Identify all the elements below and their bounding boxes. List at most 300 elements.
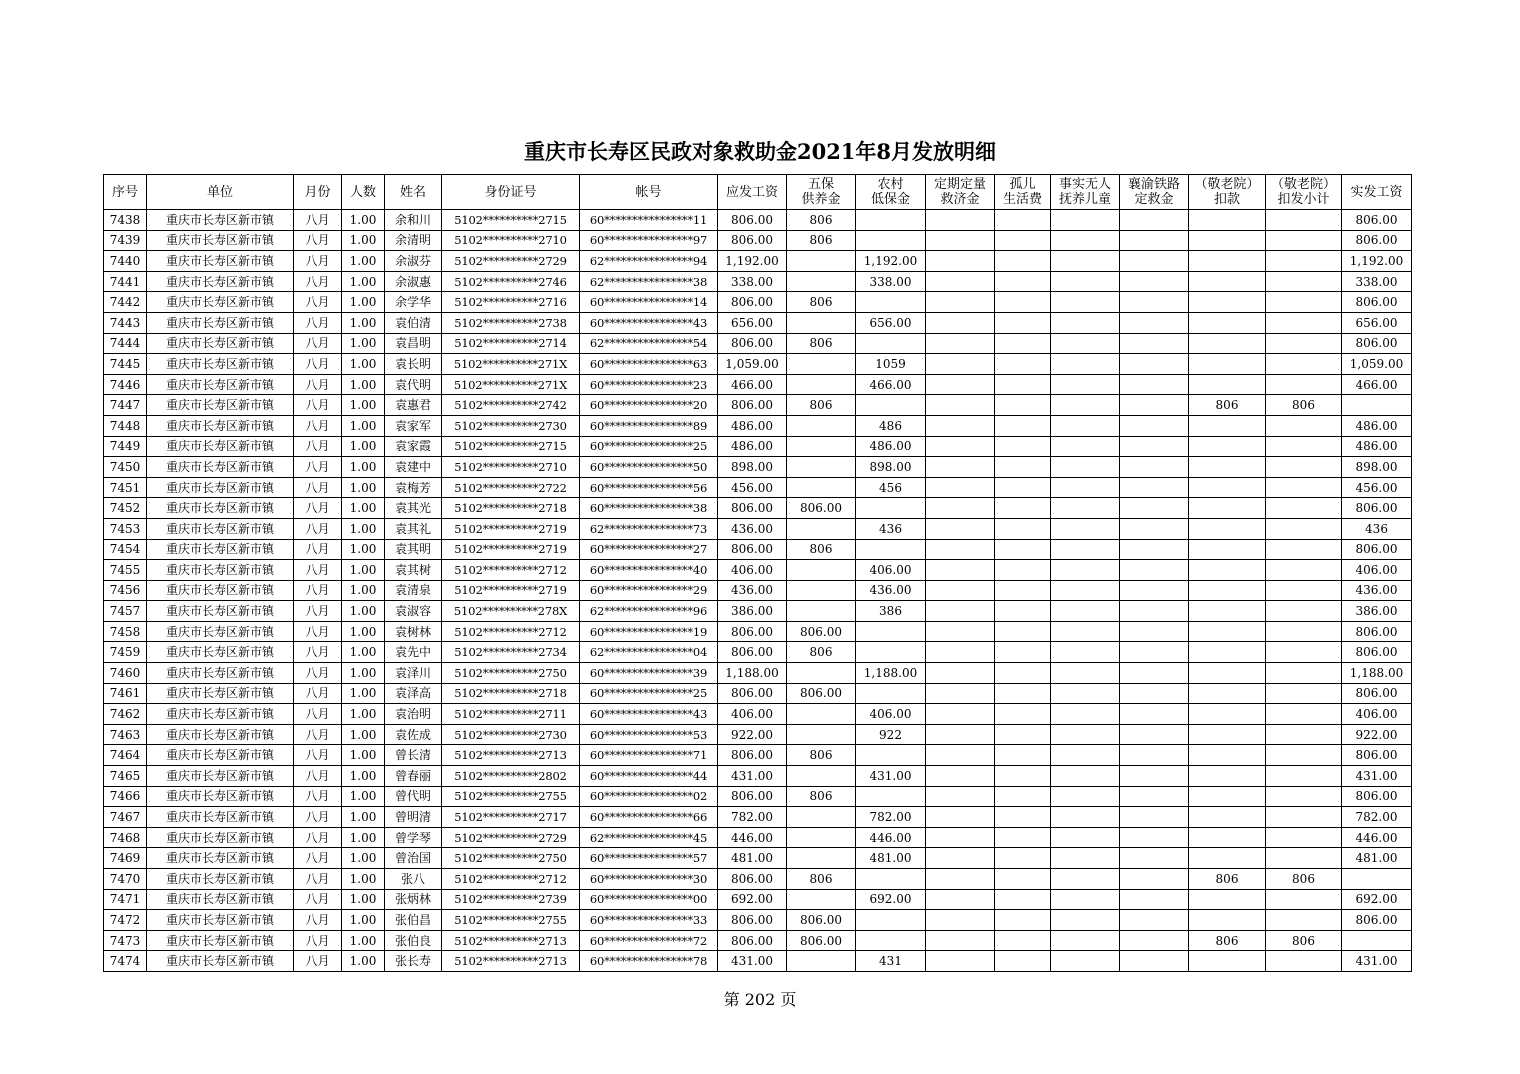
cell-unit: 重庆市长寿区新市镇 [147,642,294,663]
cell-dibao: 466.00 [856,374,926,395]
cell-seq: 7448 [104,415,147,436]
cell-account: 60****************78 [580,951,718,972]
cell-wubao: 806 [787,333,856,354]
cell-jly-subtotal [1266,848,1342,869]
header-guer-line2: 生活费 [1002,192,1042,207]
cell-dingqi [926,560,995,581]
cell-shishi [1051,889,1120,910]
cell-name: 袁佐成 [385,724,442,745]
cell-dingqi [926,518,995,539]
cell-jly-subtotal [1266,827,1342,848]
cell-guer [995,621,1051,642]
cell-seq: 7465 [104,766,147,787]
cell-id: 5102**********2750 [442,848,580,869]
cell-month: 八月 [294,663,342,684]
cell-jly-deduct [1189,539,1266,560]
cell-seq: 7447 [104,395,147,416]
cell-name: 袁其树 [385,560,442,581]
cell-wubao [787,807,856,828]
cell-seq: 7464 [104,745,147,766]
cell-account: 60****************02 [580,786,718,807]
cell-month: 八月 [294,910,342,931]
cell-payable: 466.00 [718,374,787,395]
header-dingqi [926,175,995,210]
cell-dibao [856,683,926,704]
cell-month: 八月 [294,560,342,581]
cell-actual: 806.00 [1342,745,1412,766]
cell-dibao [856,930,926,951]
cell-count: 1.00 [342,477,385,498]
header-dingqi-line1: 定期定量 [933,177,986,192]
cell-actual: 431.00 [1342,951,1412,972]
header-month-line1: 月份 [304,184,331,200]
cell-seq: 7463 [104,724,147,745]
header-shishi-line1: 事实无人 [1058,177,1111,192]
cell-actual: 806.00 [1342,621,1412,642]
cell-jly-subtotal [1266,312,1342,333]
cell-xiangyu [1120,518,1189,539]
cell-xiangyu [1120,827,1189,848]
cell-dibao [856,395,926,416]
cell-seq: 7449 [104,436,147,457]
cell-shishi [1051,560,1120,581]
cell-month: 八月 [294,230,342,251]
cell-unit: 重庆市长寿区新市镇 [147,704,294,725]
cell-wubao [787,457,856,478]
cell-jly-deduct [1189,766,1266,787]
cell-jly-deduct: 806 [1189,395,1266,416]
cell-shishi [1051,766,1120,787]
cell-dingqi [926,230,995,251]
table-row [104,786,1412,807]
cell-jly-subtotal [1266,766,1342,787]
cell-dingqi [926,642,995,663]
cell-jly-subtotal [1266,354,1342,375]
cell-count: 1.00 [342,621,385,642]
cell-unit: 重庆市长寿区新市镇 [147,251,294,272]
cell-account: 60****************57 [580,848,718,869]
cell-xiangyu [1120,580,1189,601]
cell-payable: 386.00 [718,601,787,622]
cell-jly-deduct [1189,848,1266,869]
table-row [104,230,1412,251]
cell-month: 八月 [294,415,342,436]
header-unit [147,175,294,210]
cell-jly-subtotal: 806 [1266,930,1342,951]
cell-jly-deduct [1189,498,1266,519]
cell-payable: 806.00 [718,395,787,416]
cell-dingqi [926,704,995,725]
cell-payable: 456.00 [718,477,787,498]
cell-id: 5102**********2712 [442,560,580,581]
cell-count: 1.00 [342,518,385,539]
cell-name: 余和川 [385,210,442,231]
table-row [104,539,1412,560]
cell-dibao: 481.00 [856,848,926,869]
cell-payable: 806.00 [718,930,787,951]
cell-actual: 782.00 [1342,807,1412,828]
cell-count: 1.00 [342,910,385,931]
cell-xiangyu [1120,230,1189,251]
cell-shishi [1051,621,1120,642]
cell-xiangyu [1120,271,1189,292]
cell-month: 八月 [294,930,342,951]
cell-wubao [787,724,856,745]
table-row [104,580,1412,601]
cell-xiangyu [1120,745,1189,766]
cell-xiangyu [1120,848,1189,869]
cell-wubao: 806 [787,642,856,663]
header-jly-deduct-line1: （敬老院） [1194,177,1260,192]
header-actual-line1: 实发工资 [1350,184,1403,200]
cell-guer [995,601,1051,622]
cell-guer [995,477,1051,498]
header-actual [1342,175,1412,210]
cell-month: 八月 [294,745,342,766]
cell-count: 1.00 [342,415,385,436]
cell-dingqi [926,663,995,684]
cell-id: 5102**********2719 [442,580,580,601]
cell-month: 八月 [294,621,342,642]
cell-count: 1.00 [342,601,385,622]
cell-shishi [1051,601,1120,622]
cell-actual: 806.00 [1342,683,1412,704]
cell-account: 60****************14 [580,292,718,313]
cell-id: 5102**********2713 [442,951,580,972]
cell-unit: 重庆市长寿区新市镇 [147,766,294,787]
cell-jly-subtotal [1266,580,1342,601]
cell-name: 曾明清 [385,807,442,828]
cell-dibao: 456 [856,477,926,498]
table-row [104,271,1412,292]
header-guer-line1: 孤儿 [1009,177,1036,192]
cell-name: 袁泽川 [385,663,442,684]
cell-name: 曾学琴 [385,827,442,848]
cell-id: 5102**********2718 [442,498,580,519]
cell-name: 袁家霞 [385,436,442,457]
cell-seq: 7470 [104,869,147,890]
cell-dingqi [926,848,995,869]
cell-shishi [1051,683,1120,704]
cell-account: 60****************25 [580,683,718,704]
cell-month: 八月 [294,354,342,375]
cell-shishi [1051,477,1120,498]
relief-payment-table [103,174,1412,972]
cell-jly-subtotal [1266,539,1342,560]
cell-unit: 重庆市长寿区新市镇 [147,848,294,869]
cell-shishi [1051,333,1120,354]
cell-shishi [1051,827,1120,848]
cell-seq: 7440 [104,251,147,272]
table-row [104,457,1412,478]
cell-dingqi [926,601,995,622]
cell-guer [995,745,1051,766]
cell-wubao [787,477,856,498]
cell-wubao [787,436,856,457]
cell-name: 袁淑容 [385,601,442,622]
cell-id: 5102**********2739 [442,889,580,910]
table-row [104,930,1412,951]
cell-month: 八月 [294,786,342,807]
cell-seq: 7474 [104,951,147,972]
cell-payable: 806.00 [718,210,787,231]
cell-shishi [1051,910,1120,931]
cell-count: 1.00 [342,457,385,478]
cell-jly-subtotal [1266,457,1342,478]
cell-count: 1.00 [342,766,385,787]
cell-xiangyu [1120,457,1189,478]
header-dingqi-line2: 救济金 [940,192,980,207]
cell-seq: 7443 [104,312,147,333]
cell-dibao [856,539,926,560]
cell-payable: 806.00 [718,745,787,766]
cell-shishi [1051,724,1120,745]
cell-account: 62****************04 [580,642,718,663]
cell-xiangyu [1120,642,1189,663]
cell-xiangyu [1120,766,1189,787]
cell-month: 八月 [294,292,342,313]
cell-guer [995,827,1051,848]
cell-xiangyu [1120,910,1189,931]
cell-actual: 806.00 [1342,498,1412,519]
cell-unit: 重庆市长寿区新市镇 [147,745,294,766]
table-row [104,869,1412,890]
cell-dingqi [926,354,995,375]
cell-seq: 7471 [104,889,147,910]
cell-wubao [787,889,856,910]
cell-actual: 806.00 [1342,210,1412,231]
cell-count: 1.00 [342,745,385,766]
cell-seq: 7458 [104,621,147,642]
cell-dingqi [926,210,995,231]
cell-wubao [787,663,856,684]
cell-xiangyu [1120,415,1189,436]
cell-dibao: 486 [856,415,926,436]
cell-actual: 446.00 [1342,827,1412,848]
cell-shishi [1051,354,1120,375]
cell-jly-subtotal [1266,230,1342,251]
cell-wubao: 806 [787,210,856,231]
cell-id: 5102**********2718 [442,683,580,704]
cell-count: 1.00 [342,889,385,910]
cell-guer [995,663,1051,684]
cell-count: 1.00 [342,374,385,395]
cell-shishi [1051,848,1120,869]
cell-xiangyu [1120,889,1189,910]
header-jly-subtotal-line2: 扣发小计 [1277,192,1330,207]
cell-xiangyu [1120,560,1189,581]
cell-guer [995,539,1051,560]
cell-shishi [1051,580,1120,601]
cell-month: 八月 [294,869,342,890]
cell-wubao [787,415,856,436]
table-row [104,395,1412,416]
cell-guer [995,395,1051,416]
cell-jly-deduct [1189,724,1266,745]
cell-id: 5102**********2729 [442,251,580,272]
cell-count: 1.00 [342,951,385,972]
cell-id: 5102**********2715 [442,436,580,457]
cell-guer [995,930,1051,951]
cell-id: 5102**********2713 [442,745,580,766]
cell-name: 张炳林 [385,889,442,910]
cell-actual: 1,188.00 [1342,663,1412,684]
cell-shishi [1051,292,1120,313]
cell-jly-deduct [1189,910,1266,931]
table-row [104,807,1412,828]
cell-dibao: 1,188.00 [856,663,926,684]
cell-actual: 1,192.00 [1342,251,1412,272]
cell-jly-deduct [1189,374,1266,395]
cell-jly-deduct [1189,951,1266,972]
cell-month: 八月 [294,704,342,725]
cell-unit: 重庆市长寿区新市镇 [147,210,294,231]
cell-unit: 重庆市长寿区新市镇 [147,457,294,478]
cell-payable: 406.00 [718,704,787,725]
cell-dibao [856,869,926,890]
cell-shishi [1051,930,1120,951]
cell-account: 60****************89 [580,415,718,436]
cell-shishi [1051,436,1120,457]
cell-wubao [787,848,856,869]
cell-month: 八月 [294,539,342,560]
cell-id: 5102**********2712 [442,869,580,890]
cell-month: 八月 [294,642,342,663]
cell-jly-subtotal [1266,333,1342,354]
cell-month: 八月 [294,271,342,292]
cell-name: 袁泽高 [385,683,442,704]
table-row [104,601,1412,622]
cell-shishi [1051,395,1120,416]
cell-account: 60****************63 [580,354,718,375]
cell-unit: 重庆市长寿区新市镇 [147,724,294,745]
cell-id: 5102**********2719 [442,518,580,539]
cell-name: 袁伯清 [385,312,442,333]
cell-count: 1.00 [342,251,385,272]
header-id-line1: 身份证号 [484,184,537,200]
cell-id: 5102**********2730 [442,724,580,745]
table-row [104,766,1412,787]
cell-seq: 7469 [104,848,147,869]
cell-dibao: 486.00 [856,436,926,457]
cell-seq: 7466 [104,786,147,807]
cell-count: 1.00 [342,210,385,231]
cell-id: 5102**********271X [442,374,580,395]
cell-shishi [1051,457,1120,478]
cell-dibao: 1,192.00 [856,251,926,272]
header-shishi-line2: 抚养儿童 [1058,192,1111,207]
cell-guer [995,415,1051,436]
cell-jly-deduct [1189,292,1266,313]
cell-jly-deduct [1189,518,1266,539]
cell-actual: 386.00 [1342,601,1412,622]
header-count [342,175,385,210]
header-jly-deduct [1189,175,1266,210]
cell-wubao: 806 [787,745,856,766]
cell-unit: 重庆市长寿区新市镇 [147,663,294,684]
cell-guer [995,312,1051,333]
header-payable-line1: 应发工资 [725,184,778,200]
cell-id: 5102**********2734 [442,642,580,663]
cell-id: 5102**********2750 [442,663,580,684]
cell-shishi [1051,663,1120,684]
cell-dibao: 782.00 [856,807,926,828]
cell-seq: 7451 [104,477,147,498]
cell-dingqi [926,951,995,972]
cell-unit: 重庆市长寿区新市镇 [147,312,294,333]
table-row [104,848,1412,869]
cell-dibao: 436 [856,518,926,539]
cell-account: 60****************29 [580,580,718,601]
cell-shishi [1051,642,1120,663]
header-shishi [1051,175,1120,210]
cell-count: 1.00 [342,704,385,725]
cell-payable: 806.00 [718,539,787,560]
cell-xiangyu [1120,786,1189,807]
cell-actual: 806.00 [1342,642,1412,663]
cell-wubao: 806 [787,292,856,313]
cell-account: 60****************44 [580,766,718,787]
cell-payable: 1,059.00 [718,354,787,375]
cell-actual: 466.00 [1342,374,1412,395]
cell-name: 余清明 [385,230,442,251]
cell-id: 5102**********2711 [442,704,580,725]
cell-wubao [787,251,856,272]
cell-shishi [1051,951,1120,972]
cell-jly-subtotal [1266,663,1342,684]
cell-id: 5102**********2715 [442,210,580,231]
cell-account: 60****************20 [580,395,718,416]
cell-payable: 436.00 [718,580,787,601]
cell-guer [995,724,1051,745]
cell-guer [995,354,1051,375]
cell-unit: 重庆市长寿区新市镇 [147,292,294,313]
cell-dibao: 692.00 [856,889,926,910]
cell-xiangyu [1120,436,1189,457]
cell-unit: 重庆市长寿区新市镇 [147,827,294,848]
cell-xiangyu [1120,807,1189,828]
cell-payable: 486.00 [718,436,787,457]
cell-unit: 重庆市长寿区新市镇 [147,436,294,457]
cell-unit: 重庆市长寿区新市镇 [147,415,294,436]
cell-shishi [1051,869,1120,890]
cell-jly-subtotal [1266,621,1342,642]
cell-wubao [787,766,856,787]
cell-wubao: 806 [787,395,856,416]
cell-name: 张长寿 [385,951,442,972]
cell-jly-deduct [1189,621,1266,642]
cell-dingqi [926,477,995,498]
cell-unit: 重庆市长寿区新市镇 [147,271,294,292]
cell-wubao [787,951,856,972]
cell-wubao [787,704,856,725]
cell-jly-subtotal [1266,889,1342,910]
cell-actual: 656.00 [1342,312,1412,333]
cell-wubao: 806.00 [787,910,856,931]
cell-dibao: 436.00 [856,580,926,601]
cell-jly-deduct [1189,210,1266,231]
cell-payable: 898.00 [718,457,787,478]
cell-payable: 806.00 [718,642,787,663]
cell-seq: 7456 [104,580,147,601]
cell-account: 60****************11 [580,210,718,231]
cell-account: 60****************53 [580,724,718,745]
cell-id: 5102**********271X [442,354,580,375]
cell-actual: 692.00 [1342,889,1412,910]
cell-actual: 806.00 [1342,292,1412,313]
cell-dingqi [926,292,995,313]
cell-actual: 806.00 [1342,230,1412,251]
